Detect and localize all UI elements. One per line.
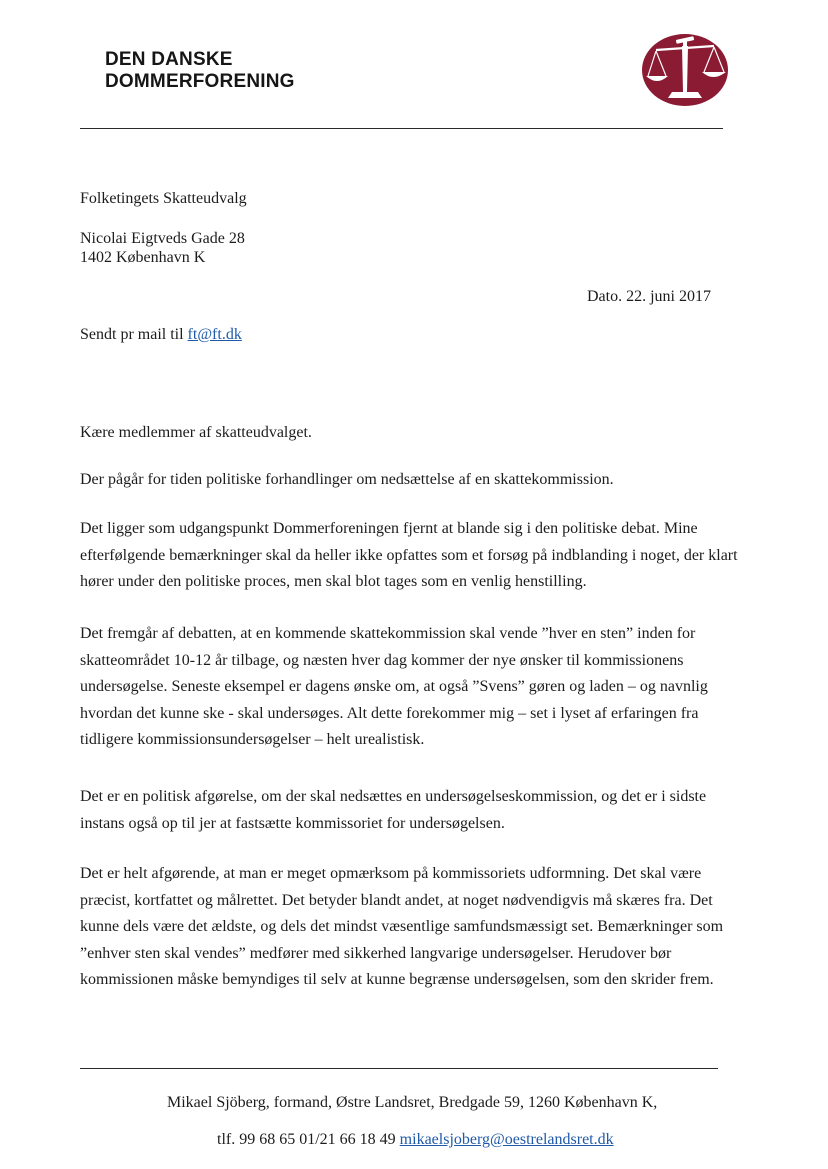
paragraph-line: Det er helt afgørende, at man er meget opmærksom på kommissoriets udformning. Det skal være	[80, 865, 702, 882]
sent-via	[80, 325, 242, 345]
paragraph-line: ”enhver sten skal vendes” medfører med sikkerhed langvarige undersøgelser. Herudover bør	[80, 944, 672, 962]
body-paragraph-3	[80, 621, 740, 754]
letter-date: Dato. 22. juni 2017	[587, 288, 711, 305]
footer-divider	[80, 1068, 718, 1069]
footer-email-link[interactable]: mikaelsjoberg@oestrelandsret.dk	[399, 1131, 614, 1148]
paragraph-line: præcist, kortfattet og målrettet. Det betyder blandt andet, at noget nødvendigvis må skæres fra. Det	[80, 891, 713, 909]
scales-of-justice-logo-icon	[642, 34, 728, 106]
footer-contact	[217, 1130, 614, 1150]
recipient-city: 1402 København K	[80, 249, 206, 266]
body-paragraph-1	[80, 467, 740, 494]
body-paragraph-5	[80, 861, 740, 994]
recipient-street: Nicolai Eigtveds Gade 28	[80, 230, 245, 247]
paragraph-line: instans også op til jer at fastsætte kommissoriet for undersøgelsen.	[80, 814, 505, 832]
paragraph-line: hører under den politiske proces, men skal blot tages som en venlig henstilling.	[80, 573, 587, 590]
paragraph-line: Det ligger som udgangspunkt Dommerforeningen fjernt at blande sig i den politiske debat. Mine	[80, 520, 698, 537]
recipient-email-link[interactable]: ft@ft.dk	[187, 326, 242, 343]
footer-phone: tlf. 99 68 65 01/21 66 18 49	[217, 1131, 396, 1148]
footer-address: Mikael Sjöberg, formand, Østre Landsret, Bredgade 59, 1260 København K,	[167, 1094, 658, 1111]
body-paragraph-4	[80, 784, 740, 837]
paragraph-line: kunne dels være det ældste, og dels det mindst væsentlige samfundsmæssigt set. Bemærkninger som	[80, 918, 724, 935]
organization-name	[105, 49, 295, 93]
sent-via-prefix: Sendt pr mail til	[80, 326, 184, 343]
paragraph-line: Der pågår for tiden politiske forhandlinger om nedsættelse af en skattekommission.	[80, 471, 614, 488]
recipient-name: Folketingets Skatteudvalg	[80, 190, 247, 207]
salutation: Kære medlemmer af skatteudvalget.	[80, 424, 312, 441]
organization-name-line2: DOMMERFORENING	[105, 71, 295, 92]
paragraph-line: kommissionen måske bemyndiges til selv at kunne begrænse undersøgelsen, som den skrider frem.	[80, 971, 714, 988]
header-divider	[80, 128, 723, 129]
organization-name-line1: DEN DANSKE	[105, 49, 233, 70]
paragraph-line: Det fremgår af debatten, at en kommende skattekommission skal vende ”hver en sten” inden for	[80, 625, 696, 642]
paragraph-line: tidligere kommissionsundersøgelser – helt urealistisk.	[80, 731, 425, 748]
body-paragraph-2	[80, 516, 740, 596]
paragraph-line: hvordan det kunne ske - skal undersøges. Alt dette forekommer mig – set i lyset af erfaringen fra	[80, 704, 699, 722]
paragraph-line: skatteområdet 10-12 år tilbage, og næsten hver dag kommer der nye ønsker til kommissionens	[80, 651, 684, 669]
paragraph-line: efterfølgende bemærkninger skal da heller ikke opfattes som et forsøg på indblanding i noget, der klart	[80, 546, 738, 564]
paragraph-line: undersøgelse. Seneste eksempel er dagens ønske om, at også ”Svens” gøren og laden – og navnlig	[80, 678, 708, 695]
paragraph-line: Det er en politisk afgørelse, om der skal nedsættes en undersøgelseskommission, og det er i sidste	[80, 788, 707, 805]
